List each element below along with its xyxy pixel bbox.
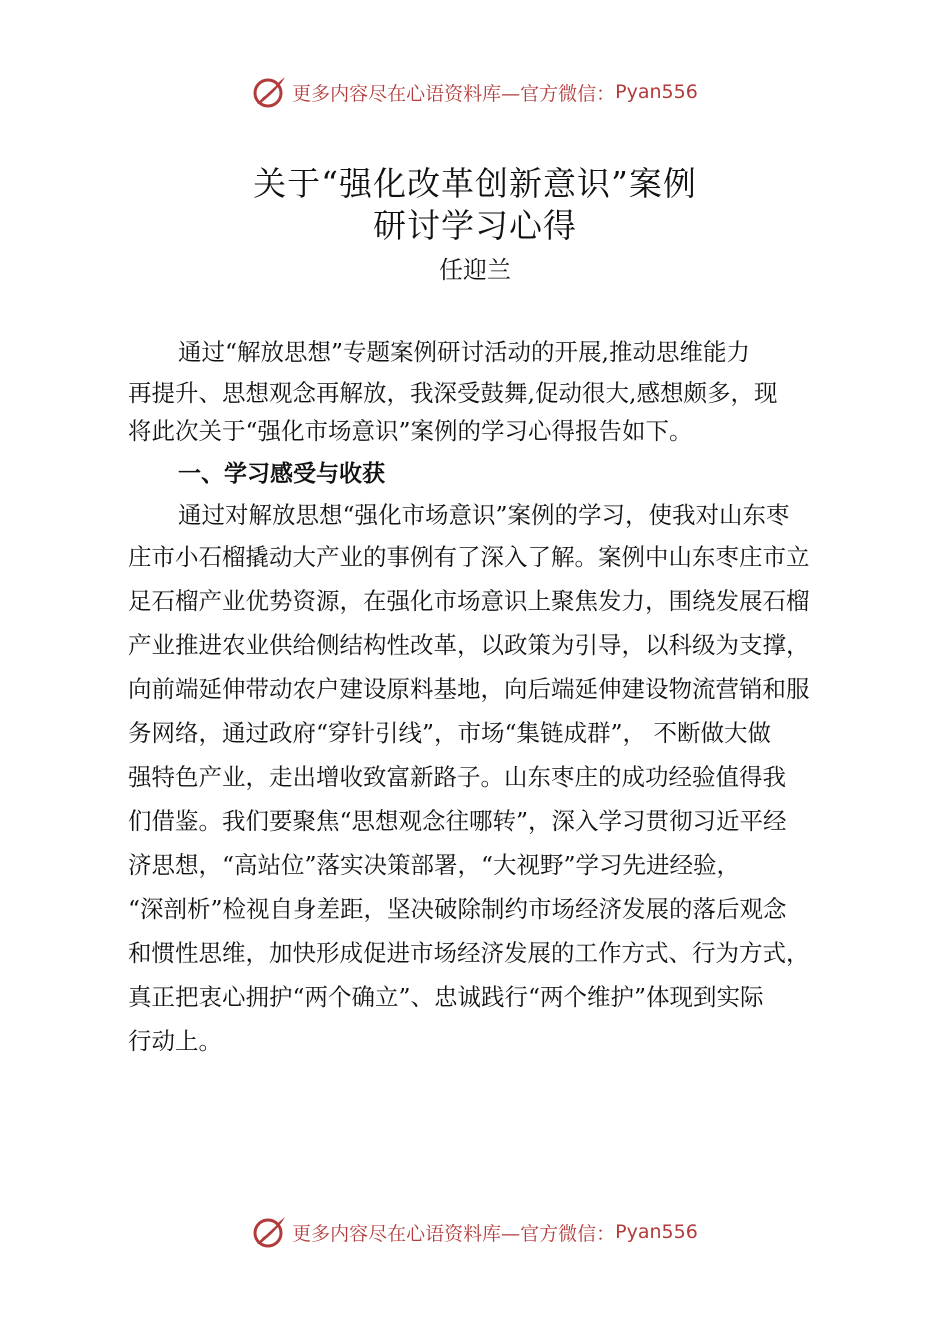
- document-title-line-1: 关于“强化改革创新意识”案例: [253, 164, 697, 203]
- paragraph-2-line: 通过对解放思想“强化市场意识”案例的学习，使我对山东枣: [178, 501, 790, 529]
- header-watermark: [0, 72, 950, 112]
- paragraph-2-line: 产业推进农业供给侧结构性改革，以政策为引导，以科级为支撑，: [128, 631, 810, 659]
- paragraph-2-line: 和惯性思维，加快形成促进市场经济发展的工作方式、行为方式，: [128, 939, 810, 967]
- paragraph-2-line: “深剖析”检视自身差距，坚决破除制约市场经济发展的落后观念: [128, 895, 787, 923]
- paragraph-2-line: 足石榴产业优势资源，在强化市场意识上聚焦发力，围绕发展石榴: [128, 587, 810, 615]
- footer-watermark: [0, 1212, 950, 1252]
- paragraph-2-line: 务网络，通过政府“穿针引线”，市场“集链成群”， 不断做大做: [128, 719, 772, 747]
- paragraph-2-line: 行动上。: [128, 1027, 222, 1055]
- paragraph-2-line: 真正把衷心拥护“两个确立”、忠诚践行“两个维护”体现到实际: [128, 983, 764, 1011]
- paragraph-1-line: 将此次关于“强化市场意识”案例的学习心得报告如下。: [128, 417, 693, 445]
- paragraph-2-line: 们借鉴。我们要聚焦“思想观念往哪转”，深入学习贯彻习近平经: [128, 807, 787, 835]
- watermark-wechat-id: Pyan556: [615, 81, 698, 103]
- paragraph-1-line: 通过“解放思想”专题案例研讨活动的开展,推动思维能力: [178, 338, 750, 366]
- document-title-line-2: 研讨学习心得: [373, 206, 577, 245]
- paragraph-1-line: 再提升、思想观念再解放，我深受鼓舞,促动很大,感想颇多，现: [128, 379, 778, 407]
- watermark-wechat-id: Pyan556: [615, 1221, 698, 1243]
- watermark-text: 更多内容尽在心语资料库—官方微信：: [292, 82, 616, 105]
- section-heading: 一、学习感受与收获: [178, 461, 385, 487]
- quill-logo-icon: [252, 74, 288, 110]
- paragraph-2-line: 强特色产业，走出增收致富新路子。山东枣庄的成功经验值得我: [128, 763, 786, 791]
- quill-logo-icon: [252, 1214, 288, 1250]
- paragraph-2-line: 济思想，“高站位”落实决策部署，“大视野”学习先进经验，: [128, 851, 741, 879]
- paragraph-2-line: 向前端延伸带动农户建设原料基地，向后端延伸建设物流营销和服: [128, 675, 810, 703]
- watermark-text: 更多内容尽在心语资料库—官方微信：: [292, 1222, 616, 1245]
- paragraph-2-line: 庄市小石榴撬动大产业的事例有了深入了解。案例中山东枣庄市立: [128, 543, 810, 571]
- author-name: 任迎兰: [439, 256, 511, 284]
